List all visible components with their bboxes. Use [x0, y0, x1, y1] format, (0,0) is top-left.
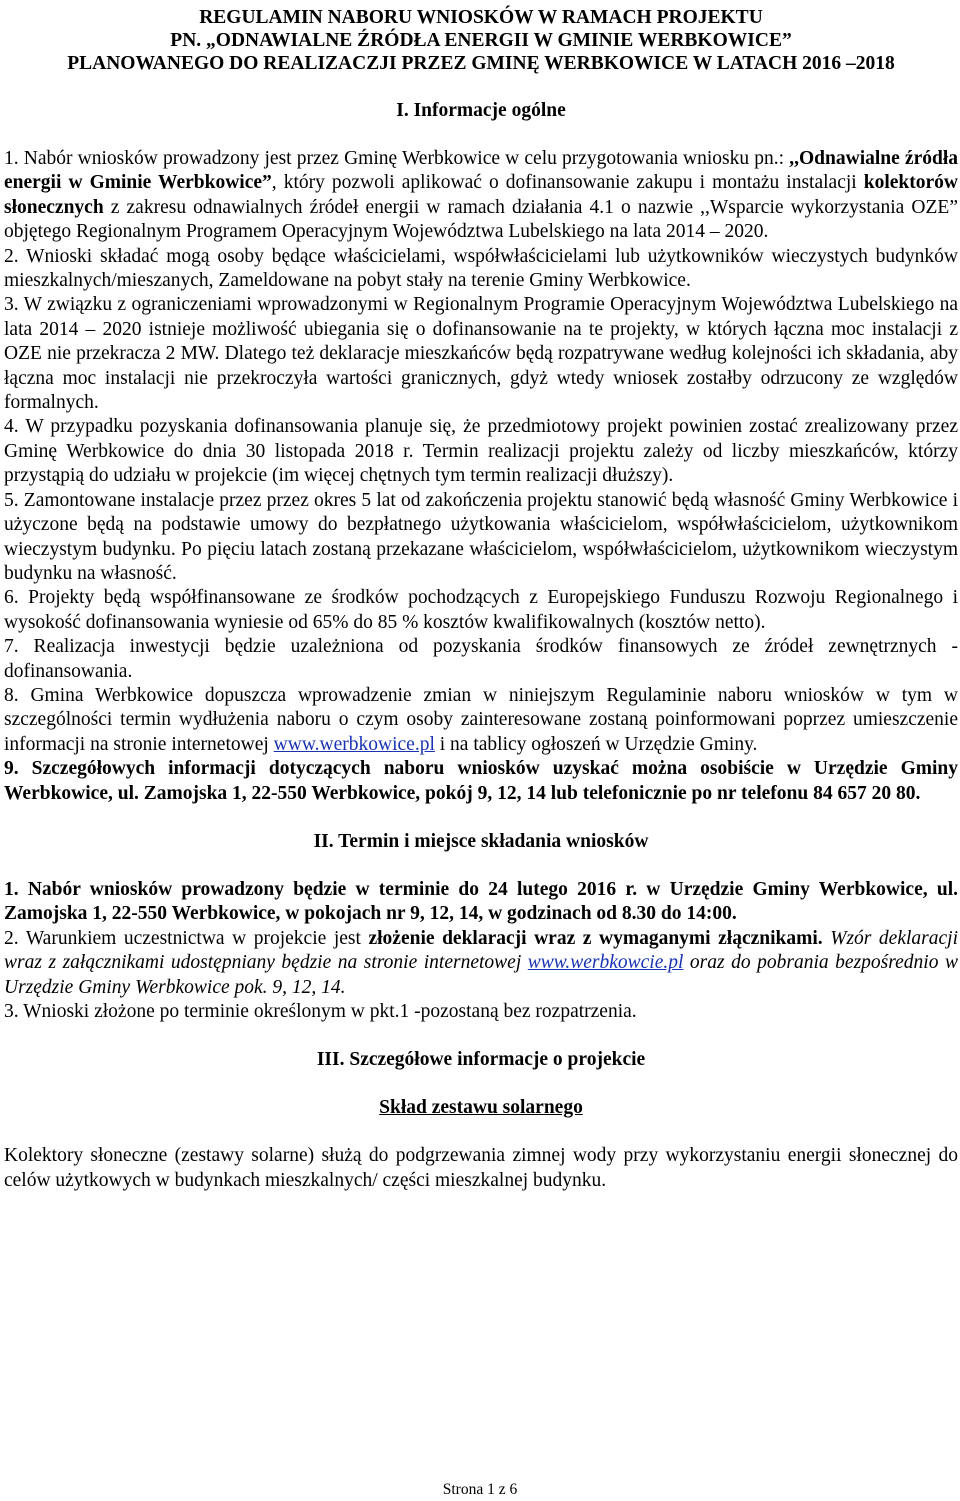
title-line-2: PN. „ODNAWIALNE ŹRÓDŁA ENERGII W GMINIE WERBKOWICE”	[170, 30, 792, 51]
p2-2-text-c: Wzór deklaracji wraz z załącznikami udostępniany będzie na stronie internetowej	[4, 927, 958, 974]
solar-set-title: Skład zestawu solarnego	[379, 1097, 583, 1119]
document-page	[4, 6, 958, 1193]
p1-collectors: kolektorów słonecznych	[4, 172, 958, 218]
title-line-1: REGULAMIN NABORU WNIOSKÓW W RAMACH PROJEKTU	[199, 7, 763, 28]
p1-project-name: ,,Odnawialne źródła energii w Gminie Werbkowice”	[4, 148, 958, 194]
paragraph-1-8	[4, 684, 958, 757]
paragraph-1-7: 7. Realizacja inwestycji będzie uzależniona od pozyskania środków finansowych ze źródeł zewnętrznych - dofinansowania.	[4, 636, 958, 682]
section-2-body	[4, 878, 958, 1024]
paragraph-1-1	[4, 147, 958, 245]
section-1-body	[4, 147, 958, 806]
document-title	[4, 6, 958, 75]
p9-text: 9. Szczegółowych informacji dotyczących naboru wniosków uzyskać można osobiście w Urzędzie Gminy Werbkowice, ul. Zamojska 1, 22-550 Werbkowice, pokój 9, 12, 14 lub telefonicznie po nr telefonu 84 657 20 80.	[4, 758, 958, 804]
title-line-3: PLANOWANEGO DO REALIZACZJI PRZEZ GMINĘ WERBKOWICE W LATACH 2016 –2018	[67, 53, 895, 74]
p8-text-a: 8. Gmina Werbkowice dopuszcza wprowadzenie zmian w niniejszym Regulaminie naboru wniosków w tym w szczególności termin wydłużenia naboru o czym osoby zainteresowane zostaną poinformowani poprzez umieszczenie informacji na stronie internetowej	[4, 684, 958, 755]
p2-2-text-a: 2. Warunkiem uczestnictwa w projekcie jest	[4, 927, 369, 949]
paragraph-3-1: Kolektory słoneczne (zestawy solarne) służą do podgrzewania zimnej wody przy wykorzystaniu energii słonecznej do celów użytkowych w budynkach mieszkalnych/ części mieszkalnej budynku.	[4, 1145, 958, 1191]
paragraph-2-1	[4, 878, 958, 927]
paragraph-1-5: 5. Zamontowane instalacje przez przez okres 5 lat od zakończenia projektu stanowić będą własność Gminy Werbkowice i użyczone będą na podstawie umowy do bezpłatnego użytkowania właścicielom, współwłaścicielom, użytkownikom wieczystym budynku. Po pięciu latach zostaną przekazane właścicielom, współwłaścicielom, użytkownikom wieczystym budynku na własność.	[4, 489, 958, 584]
website-link[interactable]: www.werbkowice.pl	[273, 733, 435, 755]
p1-text-e: z zakresu odnawialnych źródeł energii w ramach działania 4.1 o nazwie ,,Wsparcie wykorzystania OZE” objętego Regionalnym Programem Operacyjnym Województwa Lubelskiego na lata 2014 – 2020.	[4, 196, 958, 243]
p2-2-text-d: oraz do pobrania bezpośrednio w Urzędzie Gminy Werbkowice pok. 9, 12, 14.	[4, 952, 958, 998]
p1-text-c: , który pozwoli aplikować o dofinansowanie zakupu i montażu instalacji	[271, 172, 864, 194]
p1-text-a: 1. Nabór wniosków prowadzony jest przez Gminę Werbkowice w celu przygotowania wniosku pn.:	[4, 148, 790, 169]
paragraph-1-6: 6. Projekty będą współfinansowane ze środków pochodzących z Europejskiego Funduszu Rozwoju Regionalnego i wysokość dofinansowania wyniesie od 65% do 85 % kosztów kwalifikowalnych (kosztów netto).	[4, 587, 958, 633]
paragraph-1-4: 4. W przypadku pozyskania dofinansowania planuje się, że przedmiotowy projekt powinien zostać zrealizowany przez Gminę Werbkowice do dnia 30 listopada 2018 r. Termin realizacji projektu zależy od liczby mieszkańców, którzy przystąpią do udziału w projekcie (im więcej chętnych tym termin realizacji dłuższy).	[4, 416, 958, 487]
page-number: Strona 1 z 6	[442, 1481, 518, 1498]
paragraph-1-2: 2. Wnioski składać mogą osoby będące właścicielami, współwłaścicielami lub użytkowników wieczystych budynków mieszkalnych/mieszanych, Zameldowane na pobyt stały na terenie Gminy Werbkowice.	[4, 245, 958, 292]
p2-2-requirement: złożenie deklaracji wraz z wymaganymi złącznikami.	[368, 927, 823, 949]
paragraph-2-3: 3. Wnioski złożone po terminie określonym w pkt.1 -pozostaną bez rozpatrzenia.	[4, 1001, 637, 1022]
paragraph-2-2	[4, 927, 958, 1000]
section-3-heading: III. Szczegółowe informacje o projekcie	[316, 1049, 646, 1071]
form-website-link[interactable]: www.werbkowcie.pl	[527, 952, 684, 974]
p2-1-text: 1. Nabór wniosków prowadzony będzie w terminie do 24 lutego 2016 r. w Urzędzie Gminy Werbkowice, ul. Zamojska 1, 22-550 Werbkowice, w pokojach nr 9, 12, 14, w godzinach od 8.30 do 14:00.	[4, 878, 958, 925]
paragraph-1-9	[4, 757, 958, 806]
p8-text-b: i na tablicy ogłoszeń w Urzędzie Gminy.	[434, 733, 758, 755]
section-1-heading: I. Informacje ogólne	[396, 100, 566, 121]
section-2-heading: II. Termin i miejsce składania wniosków	[313, 830, 649, 852]
paragraph-1-3: 3. W związku z ograniczeniami wprowadzonymi w Regionalnym Programie Operacyjnym Województwa Lubelskiego na lata 2014 – 2020 istnieje możliwość ubiegania się o dofinansowanie na te projekty, w których łączna moc instalacji z OZE nie przekracza 2 MW. Dlatego też deklaracje mieszkańców będą rozpatrywane według kolejności ich składania, aby łączna moc instalacji nie przekroczyła wartości granicznych, gdyż wtedy wniosek zostałby odrzucony ze względów formalnych.	[4, 294, 958, 414]
section-3-subheading	[4, 1096, 958, 1120]
